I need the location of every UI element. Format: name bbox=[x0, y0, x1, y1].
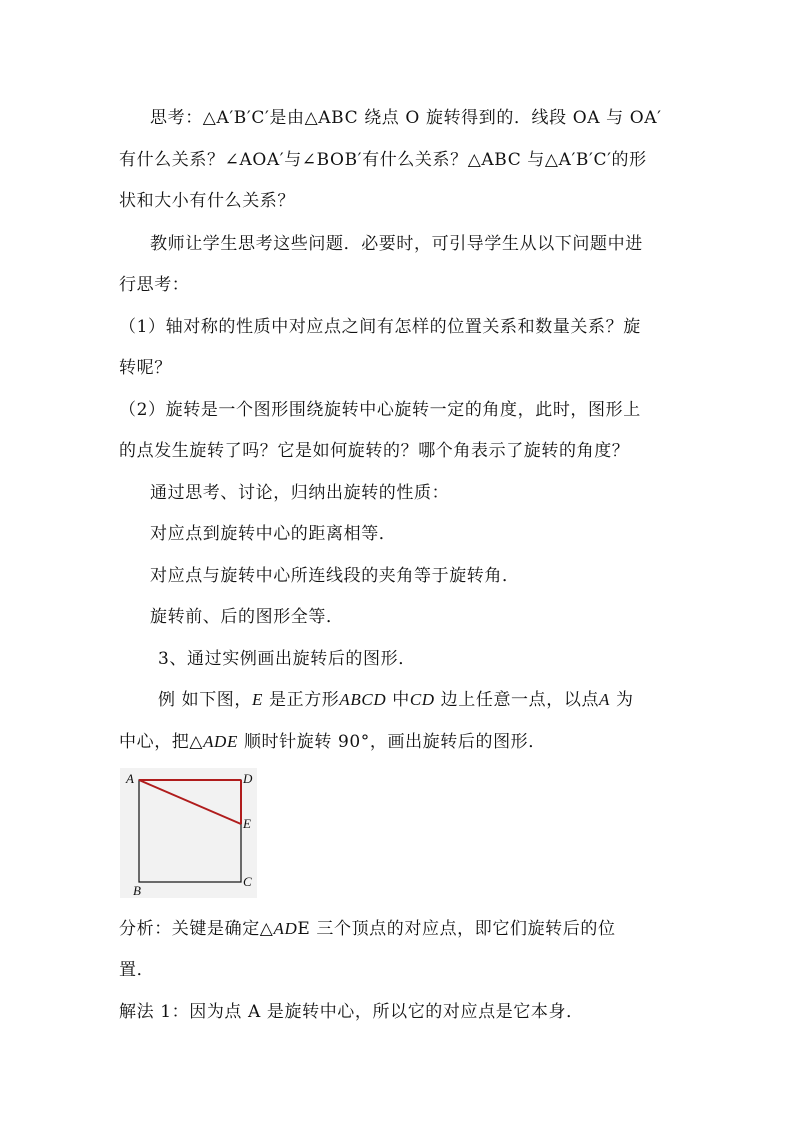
label-b: B bbox=[133, 883, 141, 898]
point-e-ref: E bbox=[252, 690, 263, 709]
label-e: E bbox=[243, 816, 251, 831]
question-2-line-2: 的点发生旋转了吗？它是如何旋转的？哪个角表示了旋转的角度？ bbox=[119, 441, 630, 461]
example-line-1 bbox=[158, 689, 634, 711]
example-text: 边上任意一点，以点 bbox=[434, 690, 600, 710]
analysis-text: 分析：关键是确定△ bbox=[119, 919, 274, 939]
teacher-line-2: 行思考： bbox=[119, 275, 190, 295]
solution-1: 解法 1：因为点 A 是旋转中心，所以它的对应点是它本身． bbox=[119, 1002, 584, 1022]
teacher-line-1: 教师让学生思考这些问题．必要时，可引导学生从以下问题中进 bbox=[150, 234, 643, 254]
example-text: 顺时针旋转 90°，画出旋转后的图形． bbox=[237, 732, 546, 752]
analysis-text: E 三个顶点的对应点，即它们旋转后的位 bbox=[297, 919, 616, 939]
property-3: 旋转前、后的图形全等． bbox=[150, 607, 344, 627]
square-diagram bbox=[120, 768, 257, 898]
figure-background bbox=[120, 768, 257, 898]
section-3-heading: 3、通过实例画出旋转后的图形． bbox=[158, 649, 416, 669]
property-2: 对应点与旋转中心所连线段的夹角等于旋转角． bbox=[150, 566, 520, 586]
think-line-1: 思考：△A′B′C′是由△ABC 绕点 O 旋转得到的．线段 OA 与 OA′ bbox=[150, 108, 662, 128]
think-line-2: 有什么关系？∠AOA′与∠BOB′有什么关系？△ABC 与△A′B′C′的形 bbox=[119, 150, 647, 170]
example-text: 中 bbox=[386, 690, 410, 710]
think-line-3: 状和大小有什么关系？ bbox=[119, 191, 295, 211]
example-line-2 bbox=[119, 731, 546, 753]
label-a: A bbox=[126, 771, 134, 786]
question-1-line-1: （1）轴对称的性质中对应点之间有怎样的位置关系和数量关系？旋 bbox=[119, 317, 641, 337]
triangle-ade-ref: ADE bbox=[203, 732, 238, 751]
example-text: 是正方形 bbox=[263, 690, 340, 710]
label-c: C bbox=[243, 874, 252, 889]
point-a-ref: A bbox=[599, 690, 611, 709]
square-abcd-ref: ABCD bbox=[339, 690, 387, 709]
label-d: D bbox=[243, 771, 253, 786]
analysis-line-2: 置． bbox=[119, 960, 155, 980]
side-cd-ref: CD bbox=[409, 690, 435, 709]
question-2-line-1: （2）旋转是一个图形围绕旋转中心旋转一定的角度，此时，图形上 bbox=[119, 400, 641, 420]
property-1: 对应点到旋转中心的距离相等． bbox=[150, 524, 397, 544]
analysis-line-1 bbox=[119, 918, 616, 940]
summary-line: 通过思考、讨论，归纳出旋转的性质： bbox=[150, 483, 450, 503]
square-figure bbox=[120, 768, 257, 898]
triangle-ad-ref: AD bbox=[273, 919, 298, 938]
example-text: 为 bbox=[610, 690, 634, 710]
example-text: 中心，把△ bbox=[119, 732, 204, 752]
question-1-line-2: 转呢？ bbox=[119, 358, 172, 378]
example-text: 例 如下图， bbox=[158, 690, 253, 710]
